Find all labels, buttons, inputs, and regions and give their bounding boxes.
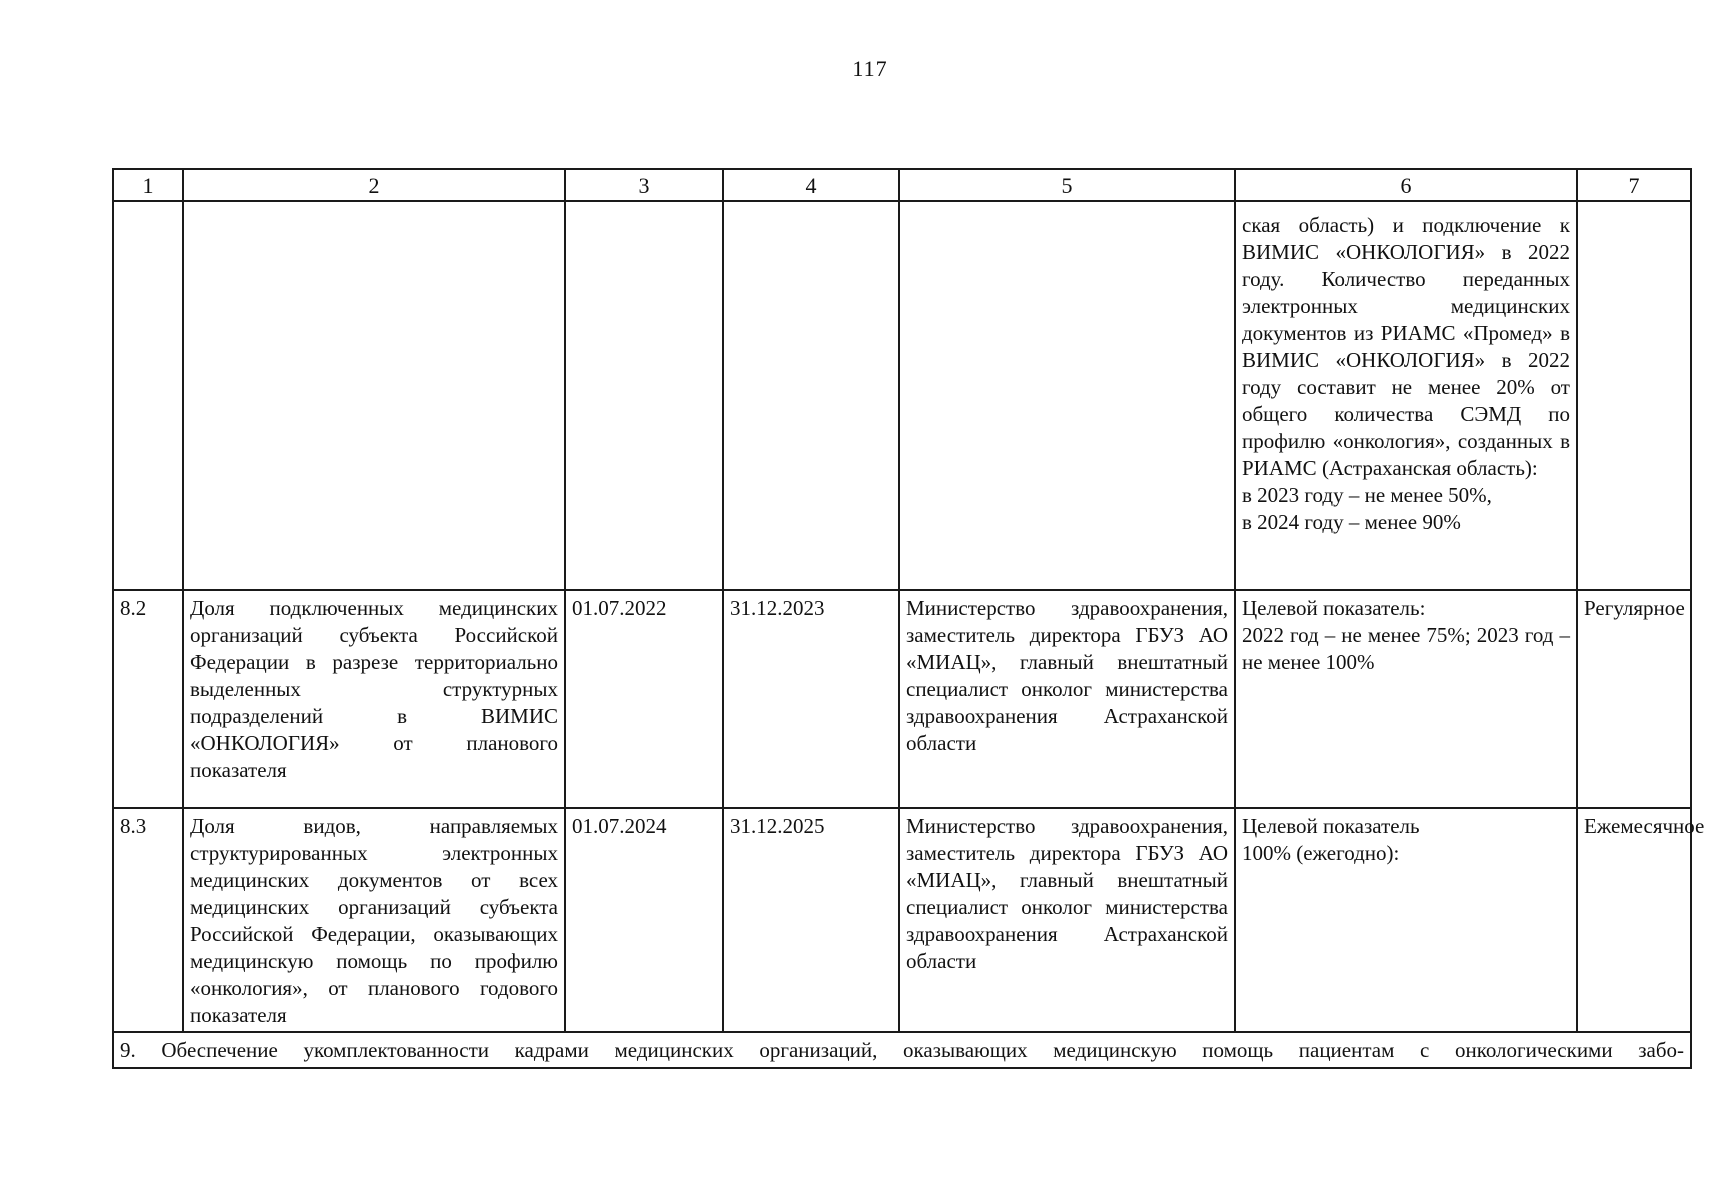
- section-9-heading: 9. Обеспечение укомплектованности кадрами медицинских организаций, оказывающих медицинскую помощь пациентам с онкологическими забо-: [113, 1032, 1691, 1068]
- indicator-values: 100% (ежегодно):: [1242, 841, 1400, 865]
- cell-frequency: Ежемесячное: [1577, 808, 1691, 1032]
- cell-responsible: Министерство здравоохранения, заместитель директора ГБУЗ АО «МИАЦ», главный внештатный специалист онколог министерства здравоохранения Астраханской области: [899, 808, 1235, 1032]
- section-9-row: [113, 1032, 1691, 1068]
- table-row-continuation: [113, 201, 1691, 590]
- page-number: 117: [852, 56, 888, 81]
- indicator-line-2023: в 2023 году – не менее 50%,: [1242, 483, 1492, 507]
- header-col-1: 1: [113, 169, 183, 201]
- header-col-3: 3: [565, 169, 723, 201]
- cell-name: [183, 201, 565, 590]
- cell-responsible: Министерство здравоохранения, заместитель директора ГБУЗ АО «МИАЦ», главный внештатный специалист онколог министерства здравоохранения Астраханской области: [899, 590, 1235, 808]
- cell-responsible: [899, 201, 1235, 590]
- cell-name: Доля подключенных медицинских организаций субъекта Российской Федерации в разрезе территориально выделенных структурных подразделений в ВИМИС «ОНКОЛОГИЯ» от планового показателя: [183, 590, 565, 808]
- header-col-2: 2: [183, 169, 565, 201]
- indicator-line-2024: в 2024 году – менее 90%: [1242, 510, 1461, 534]
- cell-end-date: 31.12.2023: [723, 590, 899, 808]
- header-col-4: 4: [723, 169, 899, 201]
- indicator-title: Целевой показатель: [1242, 814, 1420, 838]
- cell-start-date: [565, 201, 723, 590]
- header-col-7: 7: [1577, 169, 1691, 201]
- header-col-6: 6: [1235, 169, 1577, 201]
- activities-table: [112, 168, 1705, 1069]
- table-row-8-2: [113, 590, 1691, 808]
- cell-start-date: 01.07.2024: [565, 808, 723, 1032]
- cell-end-date: 31.12.2025: [723, 808, 899, 1032]
- cell-start-date: 01.07.2022: [565, 590, 723, 808]
- cell-indicator: [1235, 590, 1577, 808]
- indicator-title: Целевой показатель:: [1242, 596, 1426, 620]
- cell-indicator: [1235, 808, 1577, 1032]
- cell-num: 8.2: [113, 590, 183, 808]
- cell-num: 8.3: [113, 808, 183, 1032]
- cell-name: Доля видов, направляемых структурированных электронных медицинских документов от всех медицинских организаций субъекта Российской Федерации, оказывающих медицинскую помощь по профилю «онкология», от планового годового показателя: [183, 808, 565, 1032]
- header-col-5: 5: [899, 169, 1235, 201]
- cell-frequency: [1577, 201, 1691, 590]
- header-row: [113, 169, 1691, 201]
- cell-indicator: [1235, 201, 1577, 590]
- table-row-8-3: [113, 808, 1691, 1032]
- cell-end-date: [723, 201, 899, 590]
- indicator-values: 2022 год – не менее 75%; 2023 год – не менее 100%: [1242, 623, 1570, 674]
- cell-frequency: Регулярное: [1577, 590, 1691, 808]
- cell-num: [113, 201, 183, 590]
- indicator-text: ская область) и подключение к ВИМИС «ОНКОЛОГИЯ» в 2022 году. Количество переданных электронных медицинских документов из РИАМС «Промед» в ВИМИС «ОНКОЛОГИЯ» в 2022 году составит не менее 20% от общего количества СЭМД по профилю «онкология», созданных в РИАМС (Астраханская область):: [1242, 213, 1570, 480]
